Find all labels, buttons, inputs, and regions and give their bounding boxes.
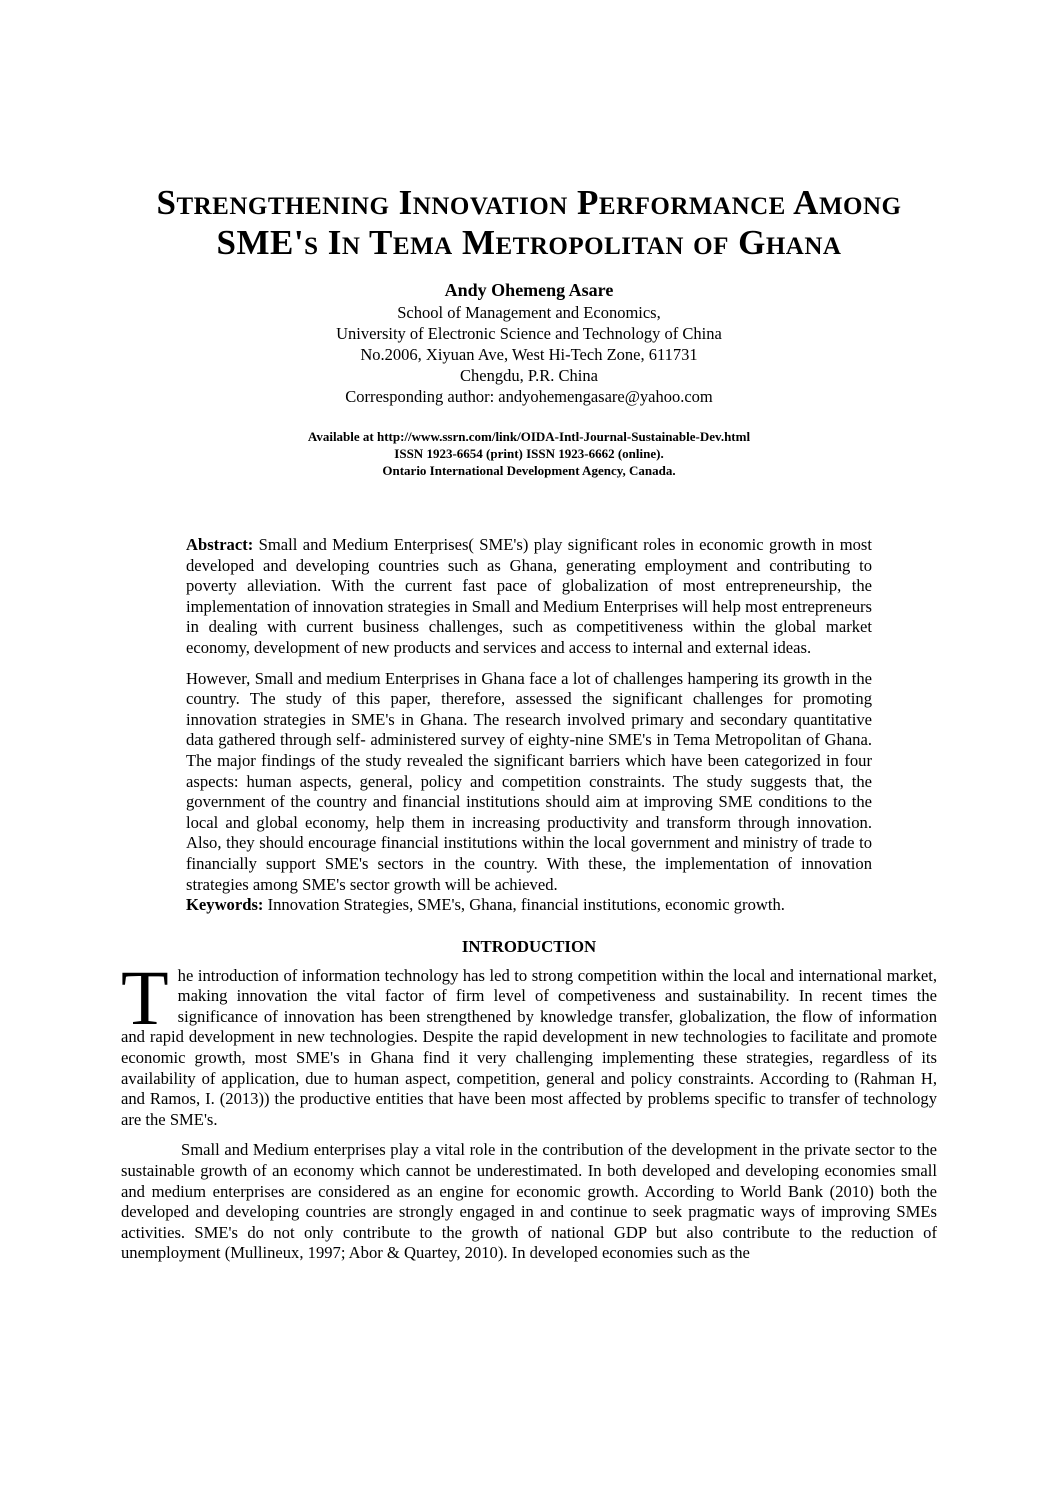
paper-title — [99, 0, 959, 263]
paper-title-line1: Strengthening Innovation Performance Among — [156, 183, 902, 222]
affiliation-city: Chengdu, P.R. China — [460, 366, 598, 385]
keywords-label: Keywords: — [186, 895, 264, 915]
availability-block — [0, 428, 1058, 479]
abstract-label: Abstract: — [186, 535, 254, 554]
abstract-paragraph-2: However, Small and medium Enterprises in Ghana face a lot of challenges hampering its growth in the country. The study of this paper, therefore, assessed the significant challenges for promoting innovation strategies in SME's in Ghana. The research involved primary and secondary quantitative data gathered through self- administered survey of eighty-nine SME's in Tema Metropolitan of Ghana. The major findings of the study revealed the significant barriers which have been categorized in four aspects: human aspects, general, policy and competition constraints. The study suggests that, the government of the country and financial institutions should aim at improving SME conditions to the local and global economy, help them in increasing productivity and transform through innovation. Also, they should encourage financial institutions within the local government and ministry of trade to financially support SME's sectors in the country. With these, the implementation of innovation strategies among SME's sector growth will be achieved. — [186, 668, 872, 894]
abstract-paragraph-1 — [186, 535, 872, 659]
affiliation-block — [0, 302, 1058, 407]
abstract-text-1: Small and Medium Enterprises( SME's) play significant roles in economic growth in most developed and developing countries such as Ghana, generating employment and contributing to poverty alleviation. With the current fast pace of globalization of most entrepreneurship, the implementation of innovation strategies in Small and Medium Enterprises will help most entrepreneurs in dealing with current business challenges, such as competitiveness within the global market economy, development of new products and services and access to internal and external ideas. — [186, 535, 872, 657]
author-name: Andy Ohemeng Asare — [444, 280, 614, 300]
introduction-paragraph-1 — [121, 953, 937, 1131]
affiliation-university: University of Electronic Science and Technology of China — [336, 324, 722, 343]
publisher-line: Ontario International Development Agency, Canada. — [382, 463, 676, 478]
keywords-line — [186, 895, 872, 916]
affiliation-address: No.2006, Xiyuan Ave, West Hi-Tech Zone, 611731 — [360, 345, 698, 364]
availability-url-line: Available at http://www.ssrn.com/link/OIDA-Intl-Journal-Sustainable-Dev.html — [307, 429, 751, 444]
keywords-text: Innovation Strategies, SME's, Ghana, financial institutions, economic growth. — [267, 895, 785, 915]
affiliation-department: School of Management and Economics, — [397, 303, 661, 322]
introduction-paragraph-2: Small and Medium enterprises play a vital role in the contribution of the development in the private sector to the sustainable growth of an economy which cannot be underestimated. In both developed and developing economies small and medium enterprises are considered as an engine for economic growth. According to World Bank (2010) both the developed and developing countries are strongly engaged in and continue to seek pragmatic ways of improving SMEs activities. SME's do not only contribute to the growth of national GDP but also contribute to the reduction of unemployment (Mullineux, 1997; Abor & Quartey, 2010). In developed economies such as the — [121, 1140, 937, 1263]
corresponding-author-line: Corresponding author: andyohemengasare@yahoo.com — [345, 387, 713, 406]
drop-cap-letter: T — [121, 953, 169, 1041]
introduction-text-1: he introduction of information technology has led to strong competition within the local and international market, making innovation the vital factor of firm level of competiveness and sustainability. In recent times the significance of innovation has been strengthened by knowledge transfer, globalization, the flow of information and rapid development in new technologies. Despite the rapid development in new technologies to facilitate and promote economic growth, most SME's in Ghana find it very challenging implementing these strategies, regardless of its availability of application, due to human aspect, competition, general and policy constraints. According to (Rahman H, and Ramos, I. (2013)) the productive entities that have been most affected by problems specific to transfer of technology are the SME's. — [121, 965, 937, 1129]
paper-title-line2: SME's In Tema Metropolitan of Ghana — [216, 223, 842, 262]
abstract-section — [186, 535, 872, 916]
introduction-section — [121, 953, 937, 1264]
issn-line: ISSN 1923-6654 (print) ISSN 1923-6662 (online). — [394, 446, 664, 461]
introduction-heading: INTRODUCTION — [461, 936, 597, 956]
